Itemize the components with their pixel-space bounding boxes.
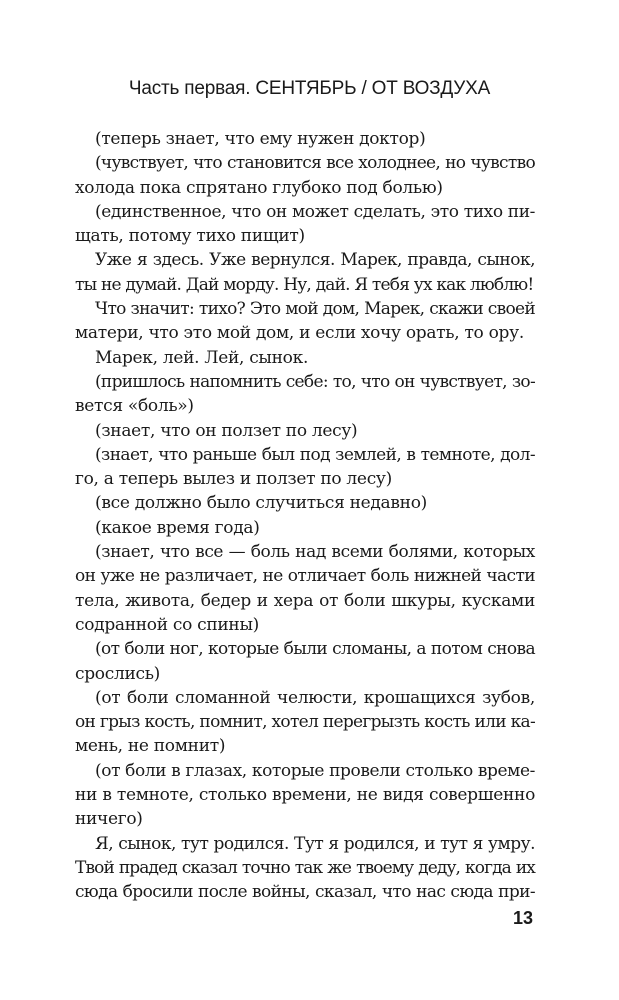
text-line: ты не думай. Дай морду. Ну, дай. Я тебя ух как люблю! <box>75 274 534 295</box>
text-line: он грыз кость, помнит, хотел перегрызть кость или ка- <box>75 712 535 733</box>
text-line: (от боли в глазах, которые провели столько време- <box>95 760 535 781</box>
text-line: Марек, лей. Лей, сынок. <box>95 347 309 368</box>
text-line: Что значит: тихо? Это мой дом, Марек, скажи своей <box>95 299 535 320</box>
body-text <box>75 127 535 905</box>
text-line: содранной со спины) <box>75 614 260 635</box>
running-head: Часть первая. СЕНТЯБРЬ / ОТ ВОЗДУХА <box>128 78 491 99</box>
text-line: Я, сынок, тут родился. Тут я родился, и тут я умру. <box>95 833 535 854</box>
text-line: ни в темноте, столько времени, не видя совершенно <box>75 785 535 806</box>
text-line: (какое время года) <box>95 517 260 538</box>
text-line: (знает, что он ползет по лесу) <box>95 420 358 441</box>
text-line: холода пока спрятано глубоко под болью) <box>75 177 443 198</box>
text-line: го, а теперь вылез и ползет по лесу) <box>75 469 392 490</box>
text-line: щать, потому тихо пищит) <box>75 226 305 247</box>
text-line: матери, что это мой дом, и если хочу орать, то ору. <box>75 323 524 344</box>
text-line: мень, не помнит) <box>75 736 226 757</box>
text-line: (теперь знает, что ему нужен доктор) <box>95 129 426 149</box>
text-line: Уже я здесь. Уже вернулся. Марек, правда, сынок, <box>95 250 535 271</box>
text-line: ничего) <box>75 809 143 830</box>
text-line: (от боли ног, которые были сломаны, а потом снова <box>95 639 535 660</box>
text-line: (единственное, что он может сделать, это тихо пи- <box>95 201 535 222</box>
text-line: (от боли сломанной челюсти, крошащихся зубов, <box>95 687 535 708</box>
text-line: (знает, что раньше был под землей, в темноте, дол- <box>95 444 535 465</box>
text-line: (чувствует, что становится все холоднее, но чувство <box>95 153 535 174</box>
text-line: вется «боль») <box>75 396 194 417</box>
text-line: он уже не различает, не отличает боль нижней части <box>75 566 535 587</box>
text-line: (пришлось напомнить себе: то, что он чувствует, зо- <box>95 371 535 392</box>
page-number: 13 <box>512 908 533 928</box>
text-line: Твой прадед сказал точно так же твоему деду, когда их <box>75 857 535 878</box>
text-line: сюда бросили после войны, сказал, что нас сюда при- <box>75 882 535 903</box>
text-line: тела, живота, бедер и хера от боли шкуры, кусками <box>75 590 535 611</box>
text-line: (все должно было случиться недавно) <box>95 493 427 514</box>
text-line: (знает, что все — боль над всеми болями, которых <box>95 542 535 563</box>
text-line: срослись) <box>75 663 160 684</box>
